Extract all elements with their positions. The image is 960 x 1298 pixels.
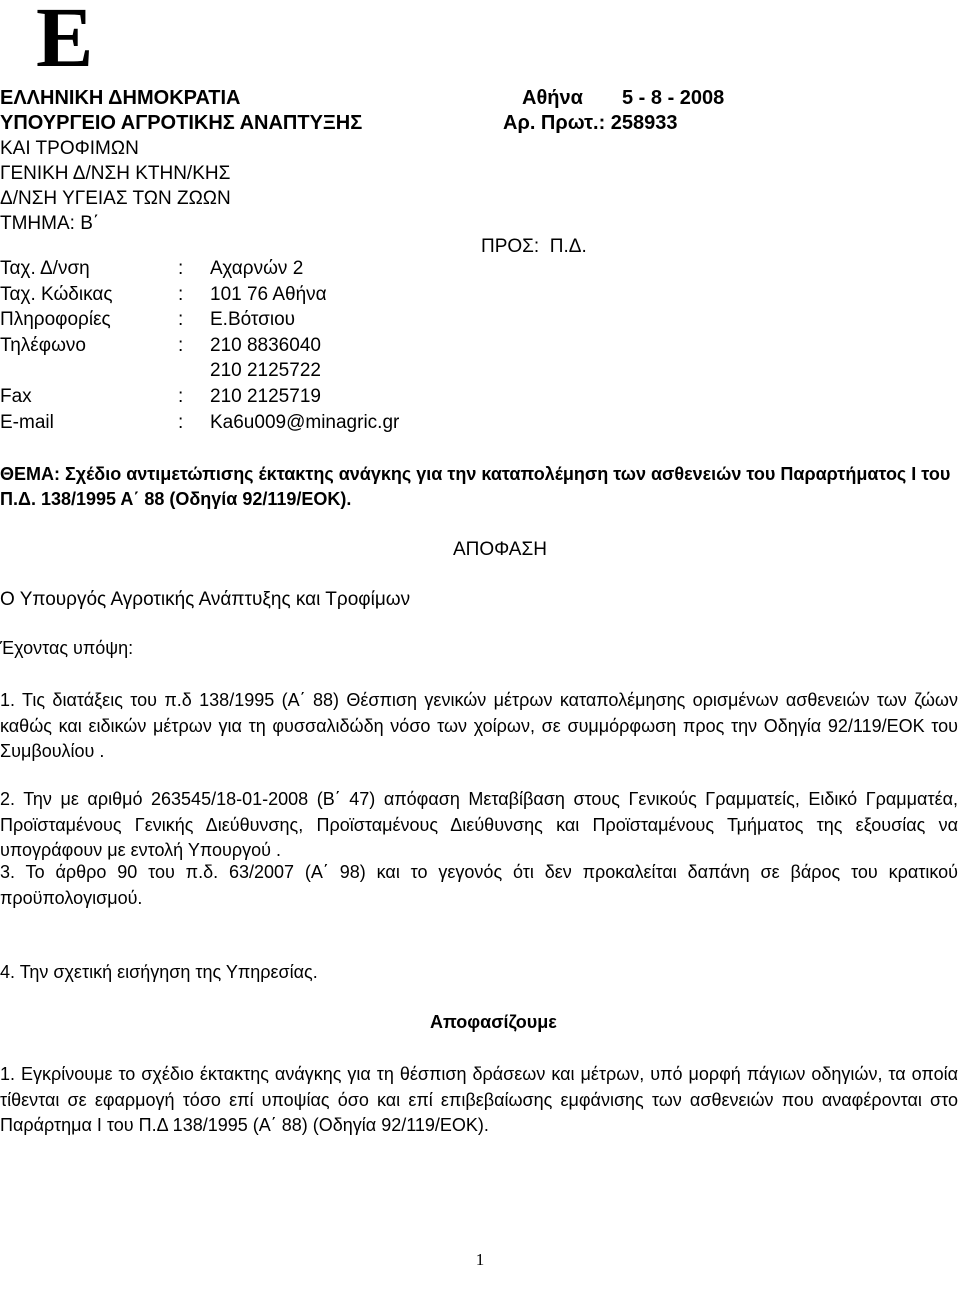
- decide-title: Αποφασίζουμε: [430, 1012, 557, 1032]
- contact-info: [0, 258, 520, 437]
- header-line-3: ΚΑΙ ΤΡΟΦΙΜΩΝ: [0, 138, 139, 159]
- contact-colon: :: [178, 334, 184, 356]
- contact-row: [0, 386, 520, 412]
- contact-row: [0, 258, 520, 284]
- date-value: 5 - 8 - 2008: [622, 87, 725, 109]
- decision-title: ΑΠΟΦΑΣΗ: [453, 539, 547, 560]
- contact-colon: :: [178, 385, 184, 407]
- contact-value: Ε.Βότσιου: [210, 309, 296, 331]
- consideration-item-4: 4. Την σχετική εισήγηση της Υπηρεσίας.: [0, 962, 318, 982]
- recipient-value: Π.Δ.: [549, 236, 587, 257]
- contact-value: 210 8836040: [210, 334, 321, 356]
- contact-label: Ταχ. Κώδικας: [0, 283, 113, 305]
- minister-title: Ο Υπουργός Αγροτικής Ανάπτυξης και Τροφίμων: [0, 589, 411, 610]
- contact-row: [0, 309, 520, 335]
- contact-label: Πληροφορίες: [0, 309, 111, 331]
- consideration-item-2: 2. Την με αριθμό 263545/18-01-2008 (Β΄ 47) απόφαση Μεταβίβαση στους Γενικούς Γραμματείς, Ειδικό Γραμματέα, Προϊσταμένους Γενικής Διεύθυνσης, Προϊσταμένους Διεύθυνσης και Προϊσταμένους Τμήματος της εξουσίας να υπογράφουν με εντολή Υπουργού .: [0, 789, 958, 860]
- consideration-item-3: 3. Το άρθρο 90 του π.δ. 63/2007 (Α΄ 98) και το γεγονός ότι δεν προκαλείται δαπάνη σε βάρος του κρατικού προϋπολογισμού.: [0, 862, 958, 908]
- consideration-item-1: 1. Τις διατάξεις του π.δ 138/1995 (Α΄ 88) Θέσπιση γενικών μέτρων καταπολέμησης ορισμένων ασθενειών των ζώων καθώς και ειδικών μέτρων για τη φυσσαλιδώδη νόσο των χοίρων, σε συμμόρφωση προς την Οδηγία 92/119/ΕΟΚ του Συμβουλίου .: [0, 690, 958, 761]
- recipient-block: [481, 234, 587, 259]
- protocol-label: Αρ. Πρωτ.:: [503, 112, 606, 134]
- recipient-label: ΠΡΟΣ:: [481, 236, 540, 257]
- logo-letter: E: [36, 0, 94, 85]
- header-line-6: ΤΜΗΜΑ: Β΄: [0, 213, 100, 234]
- subject-line: ΘΕΜΑ: Σχέδιο αντιμετώπισης έκτακτης ανάγκης για την καταπολέμηση των ασθενειών του Παραρτήματος Ι του Π.Δ. 138/1995 Α΄ 88 (Οδηγία 92/119/ΕΟΚ).: [0, 464, 951, 509]
- header-line-2: ΥΠΟΥΡΓΕΙΟ ΑΓΡΟΤΙΚΗΣ ΑΝΑΠΤΥΞΗΣ: [0, 112, 363, 134]
- contact-label: E-mail: [0, 411, 54, 433]
- contact-row: [0, 284, 520, 310]
- protocol-value: 258933: [610, 112, 678, 134]
- date-label: Αθήνα: [522, 87, 583, 109]
- contact-label: Fax: [0, 385, 32, 407]
- contact-colon: :: [178, 309, 184, 331]
- header-line-4: ΓΕΝΙΚΗ Δ/ΝΣΗ ΚΤΗΝ/ΚΗΣ: [0, 163, 231, 184]
- contact-colon: :: [178, 411, 184, 433]
- considering-label: Έχοντας υπόψη:: [0, 638, 134, 658]
- page-number: 1: [475, 1250, 485, 1269]
- contact-value: Αχαρνών 2: [210, 258, 304, 279]
- contact-row: [0, 412, 520, 438]
- contact-colon: :: [178, 258, 184, 279]
- contact-colon: :: [178, 283, 184, 305]
- contact-label: Τηλέφωνο: [0, 334, 86, 356]
- protocol-block: [503, 111, 678, 135]
- contact-value: 210 2125719: [210, 385, 321, 407]
- header-line-1: ΕΛΛΗΝΙΚΗ ΔΗΜΟΚΡΑΤΙΑ: [0, 87, 241, 109]
- contact-row: [0, 360, 520, 386]
- header-line-5: Δ/ΝΣΗ ΥΓΕΙΑΣ ΤΩΝ ΖΩΩΝ: [0, 188, 231, 209]
- contact-row: [0, 335, 520, 361]
- contact-value-email: Ka6u009@minagric.gr: [210, 411, 400, 433]
- contact-value: 101 76 Αθήνα: [210, 283, 327, 305]
- decision-item-1: 1. Εγκρίνουμε το σχέδιο έκτακτης ανάγκης για τη θέσπιση δράσεων και μέτρων, υπό μορφή πάγιων οδηγιών, τα οποία τίθενται σε εφαρμογή τόσο επί υποψίας όσο και επί επιβεβαίωσης εμφάνισης των ασθενειών που αναφέρονται στο Παράρτημα Ι του Π.Δ 138/1995 (Α΄ 88) (Οδηγία 92/119/ΕΟΚ).: [0, 1064, 958, 1135]
- contact-label: Ταχ. Δ/νση: [0, 258, 90, 279]
- contact-value: 210 2125722: [210, 360, 321, 382]
